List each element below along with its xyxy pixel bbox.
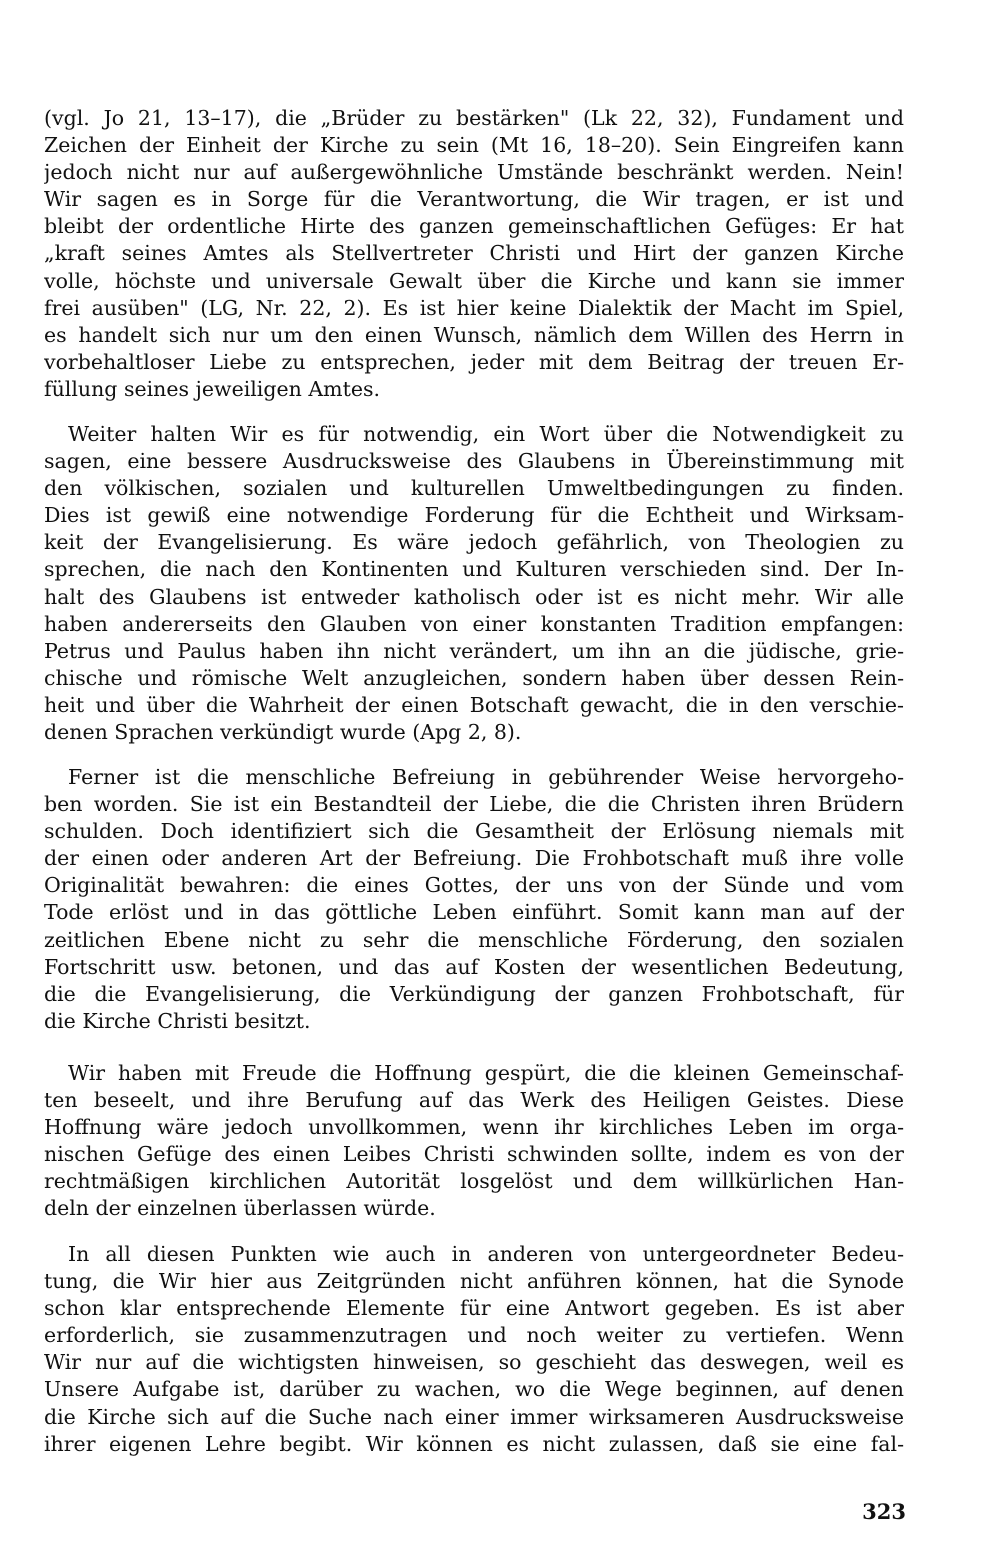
text-line: In all diesen Punkten wie auch in anderen von untergeordneter Bedeu- — [68, 1242, 904, 1266]
paragraph-4 — [44, 1060, 904, 1223]
text-line: jedoch nicht nur auf außergewöhnliche Umstände beschränkt werden. Nein! — [44, 160, 904, 185]
text-line: Petrus und Paulus haben ihn nicht verändert, um ihn an die jüdische, grie- — [44, 638, 904, 663]
text-line: ben worden. Sie ist ein Bestandteil der Liebe, die die Christen ihren Brüdern — [44, 792, 904, 817]
text-line: schulden. Doch identifiziert sich die Gesamtheit der Erlösung niemals mit — [44, 819, 904, 844]
text-line: die Kirche Christi besitzt. — [44, 1008, 311, 1033]
text-line: sagen, eine bessere Ausdrucksweise des Glaubens in Übereinstimmung mit — [44, 449, 904, 474]
text-line: deln der einzelnen überlassen würde. — [44, 1196, 436, 1221]
text-line: rechtmäßigen kirchlichen Autorität losgelöst und dem willkürlichen Han- — [44, 1169, 904, 1194]
text-line: ten beseelt, und ihre Berufung auf das Werk des Heiligen Geistes. Diese — [44, 1088, 904, 1113]
text-line: Wir haben mit Freude die Hoffnung gespürt, die die kleinen Gemeinschaf- — [68, 1061, 904, 1085]
text-line: den völkischen, sozialen und kulturellen Umweltbedingungen zu finden. — [44, 476, 904, 501]
text-line: halt des Glaubens ist entweder katholisch oder ist es nicht mehr. Wir alle — [44, 584, 904, 609]
text-line: Wir nur auf die wichtigsten hinweisen, so geschieht das deswegen, weil es — [44, 1350, 904, 1375]
text-line: keit der Evangelisierung. Es wäre jedoch gefährlich, von Theologien zu — [44, 530, 904, 555]
text-line: Unsere Aufgabe ist, darüber zu wachen, wo die Wege beginnen, auf denen — [44, 1377, 904, 1402]
text-line: (vgl. Jo 21, 13–17), die „Brüder zu bestärken" (Lk 22, 32), Fundament und — [44, 106, 904, 130]
text-line: tung, die Wir hier aus Zeitgründen nicht anführen können, hat die Synode — [44, 1269, 904, 1294]
text-line: denen Sprachen verkündigt wurde (Apg 2, 8). — [44, 720, 522, 745]
text-line: Ferner ist die menschliche Befreiung in gebührender Weise hervorgeho- — [68, 765, 904, 789]
text-line: schon klar entsprechende Elemente für eine Antwort gegeben. Es ist aber — [44, 1296, 904, 1321]
text-line: Zeichen der Einheit der Kirche zu sein (Mt 16, 18–20). Sein Eingreifen kann — [44, 133, 904, 158]
text-line: haben andererseits den Glauben von einer konstanten Tradition empfangen: — [44, 611, 904, 636]
paragraph-2 — [44, 421, 904, 746]
paragraph-3 — [44, 764, 904, 1035]
paragraph-1 — [44, 105, 904, 403]
text-line: sprechen, die nach den Kontinenten und Kulturen verschieden sind. Der In- — [44, 557, 904, 582]
text-line: Originalität bewahren: die eines Gottes, der uns von der Sünde und vom — [44, 873, 904, 898]
text-line: füllung seines jeweiligen Amtes. — [44, 376, 380, 401]
paragraph-5 — [44, 1241, 904, 1458]
text-line: ihrer eigenen Lehre begibt. Wir können es nicht zulassen, daß sie eine fal- — [44, 1431, 904, 1456]
text-line: der einen oder anderen Art der Befreiung. Die Frohbotschaft muß ihre volle — [44, 846, 904, 871]
text-line: es handelt sich nur um den einen Wunsch, nämlich dem Willen des Herrn in — [44, 322, 904, 347]
text-line: Fortschritt usw. betonen, und das auf Kosten der wesentlichen Bedeutung, — [44, 954, 904, 979]
text-line: Wir sagen es in Sorge für die Verantwortung, die Wir tragen, er ist und — [44, 187, 904, 212]
text-line: heit und über die Wahrheit der einen Botschaft gewacht, die in den verschie- — [44, 692, 904, 717]
text-line: volle, höchste und universale Gewalt über die Kirche und kann sie immer — [44, 268, 904, 293]
text-line: „kraft seines Amtes als Stellvertreter Christi und Hirt der ganzen Kirche — [44, 241, 904, 266]
text-line: Tode erlöst und in das göttliche Leben einführt. Somit kann man auf der — [44, 900, 904, 925]
text-line: Hoffnung wäre jedoch unvollkommen, wenn ihr kirchliches Leben im orga- — [44, 1115, 904, 1140]
text-line: Weiter halten Wir es für notwendig, ein Wort über die Notwendigkeit zu — [68, 422, 904, 446]
text-line: bleibt der ordentliche Hirte des ganzen gemeinschaftlichen Gefüges: Er hat — [44, 214, 904, 239]
text-line: die die Evangelisierung, die Verkündigung der ganzen Frohbotschaft, für — [44, 981, 904, 1006]
text-line: zeitlichen Ebene nicht zu sehr die menschliche Förderung, den sozialen — [44, 927, 904, 952]
text-line: Dies ist gewiß eine notwendige Forderung für die Echtheit und Wirksam- — [44, 503, 904, 528]
text-line: vorbehaltloser Liebe zu entsprechen, jeder mit dem Beitrag der treuen Er- — [44, 349, 904, 374]
text-line: chische und römische Welt anzugleichen, sondern haben über dessen Rein- — [44, 665, 904, 690]
text-line: frei ausüben" (LG, Nr. 22, 2). Es ist hier keine Dialektik der Macht im Spiel, — [44, 295, 904, 320]
text-line: die Kirche sich auf die Suche nach einer immer wirksameren Ausdrucksweise — [44, 1404, 904, 1429]
text-line: erforderlich, sie zusammenzutragen und noch weiter zu vertiefen. Wenn — [44, 1323, 904, 1348]
page-number: 323 — [862, 1499, 906, 1524]
text-line: nischen Gefüge des einen Leibes Christi schwinden sollte, indem es von der — [44, 1142, 904, 1167]
